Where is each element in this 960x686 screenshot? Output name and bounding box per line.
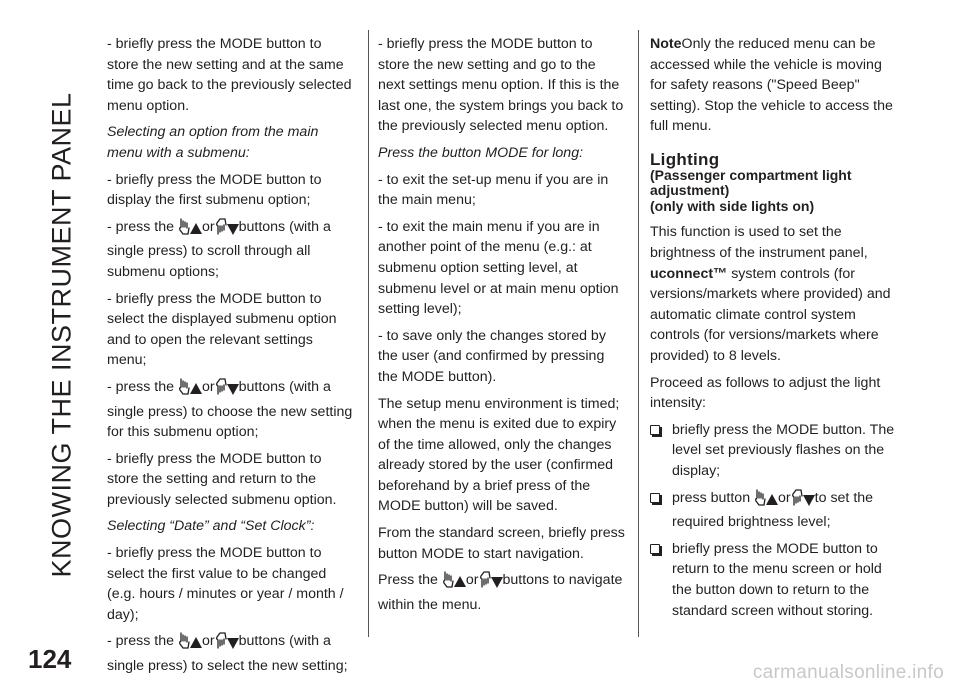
paragraph: From the standard screen, briefly press button MODE to start navigation. <box>378 525 625 562</box>
paragraph-with-icons <box>107 631 355 676</box>
text-span: or <box>778 489 791 506</box>
brand-name: uconnect™ <box>650 265 728 282</box>
column-divider <box>638 30 639 637</box>
hand-down-icon <box>215 218 227 242</box>
hand-down-icon <box>215 378 227 402</box>
list-item <box>650 488 898 533</box>
column-3 <box>650 34 898 627</box>
watermark-text: carmanualsonline.info <box>752 662 944 683</box>
checkbox-bullet-icon <box>650 493 660 503</box>
paragraph-with-icons <box>107 217 355 283</box>
text-span: system controls (for versions/markets where provided) and automatic climate control system controls (for versions/markets where provided) to 8 levels. <box>650 265 891 365</box>
checkbox-bullet-icon <box>650 544 660 554</box>
list-item-text: briefly press the MODE button. The level set previously flashes on the display; <box>672 421 895 479</box>
list-item <box>650 420 898 482</box>
italic-subheading: Selecting an option from the main menu with a submenu: <box>107 124 319 161</box>
checkbox-bullet-icon <box>650 425 660 435</box>
hand-down-icon <box>791 489 803 513</box>
paragraph-with-icons <box>107 377 355 443</box>
note-text: Only the reduced menu can be accessed while the vehicle is moving for safety reasons ("Speed Beep" setting). Stop the vehicle to access the full menu. <box>650 36 893 135</box>
section-title-text: KNOWING THE INSTRUMENT PANEL <box>46 92 77 578</box>
hand-up-icon <box>754 489 766 513</box>
section-title-vertical <box>42 30 82 640</box>
text-span: This function is used to set the brightness of the instrument panel, <box>650 224 868 262</box>
hand-down-icon <box>479 571 491 595</box>
text-span: Press the <box>378 572 438 589</box>
hand-up-icon <box>178 378 190 402</box>
text-span: buttons (with a single press) to select the new setting; <box>107 633 348 675</box>
text-span: - press the <box>107 218 175 235</box>
paragraph: - to exit the main menu if you are in another point of the menu (e.g.: at submenu option setting level, at submenu level or at main menu option setting level); <box>378 218 619 318</box>
list-item-text: briefly press the MODE button to return to the menu screen or hold the button down to return to the standard screen without storing. <box>672 540 882 619</box>
paragraph: Proceed as follows to adjust the light intensity: <box>650 374 881 412</box>
paragraph: - to save only the changes stored by the user (and confirmed by pressing the MODE button). <box>378 327 606 385</box>
paragraph: - briefly press the MODE button to store the setting and return to the previously selected submenu option. <box>107 450 337 508</box>
text-span: buttons (with a single press) to scroll through all submenu options; <box>107 218 331 280</box>
text-span: buttons to navigate within the menu. <box>378 572 623 613</box>
paragraph <box>650 222 898 366</box>
paragraph: - briefly press the MODE button to select the displayed submenu option and to open the relevant settings menu; <box>107 290 337 369</box>
triangle-up-icon <box>190 635 202 656</box>
hand-up-icon <box>178 218 190 242</box>
paragraph: The setup menu environment is timed; when the menu is exited due to expiry of the time allowed, only the changes already stored by the user (confirmed beforehand by a brief press of the MODE button) will be saved. <box>378 395 620 515</box>
text-span: to set the required brightness level; <box>672 489 874 531</box>
paragraph: - briefly press the MODE button to store the new setting and at the same time go back to the previously selected menu option. <box>107 36 352 114</box>
note-label: Note <box>650 36 682 52</box>
paragraph-with-icons <box>378 570 626 615</box>
text-span: buttons (with a single press) to choose the new setting for this submenu option; <box>107 378 353 441</box>
column-1 <box>107 34 355 683</box>
list-item <box>650 539 898 621</box>
paragraph: - briefly press the MODE button to select the first value to be changed (e.g. hours / minutes or year / month / day); <box>107 545 344 623</box>
triangle-down-icon <box>227 381 239 402</box>
hand-up-icon <box>442 571 454 595</box>
note-paragraph <box>650 34 898 137</box>
paragraph: - to exit the set-up menu if you are in the main menu; <box>378 171 609 209</box>
triangle-up-icon <box>766 492 778 513</box>
text-span: or <box>465 572 479 589</box>
paragraph: - briefly press the MODE button to store the new setting and go to the next settings menu option. If this is the last one, the system brings you back to the previously selected menu option. <box>378 36 624 135</box>
italic-subheading: Selecting “Date” and “Set Clock”: <box>107 518 315 535</box>
section-heading-block <box>650 151 898 215</box>
text-span: - press the <box>107 633 175 650</box>
text-span: or <box>201 378 215 395</box>
triangle-down-icon <box>491 574 503 595</box>
paragraph: - briefly press the MODE button to display the first submenu option; <box>107 171 322 209</box>
triangle-up-icon <box>454 574 466 595</box>
column-2 <box>378 34 626 621</box>
text-span: press button <box>672 489 751 506</box>
triangle-down-icon <box>227 635 239 656</box>
text-span: - press the <box>107 378 175 395</box>
triangle-down-icon <box>227 221 239 242</box>
page-number: 124 <box>28 644 72 674</box>
triangle-up-icon <box>190 221 202 242</box>
section-heading: Lighting <box>650 149 720 169</box>
hand-up-icon <box>178 632 190 656</box>
section-subheading: (Passenger compartment light adjustment) <box>650 166 852 199</box>
text-span: or <box>201 633 215 650</box>
text-span: or <box>201 218 215 235</box>
italic-subheading: Press the button MODE for long: <box>378 144 584 161</box>
triangle-down-icon <box>803 492 815 513</box>
triangle-up-icon <box>190 381 202 402</box>
column-divider <box>368 30 369 637</box>
section-subheading: (only with side lights on) <box>650 197 815 214</box>
hand-down-icon <box>215 632 227 656</box>
